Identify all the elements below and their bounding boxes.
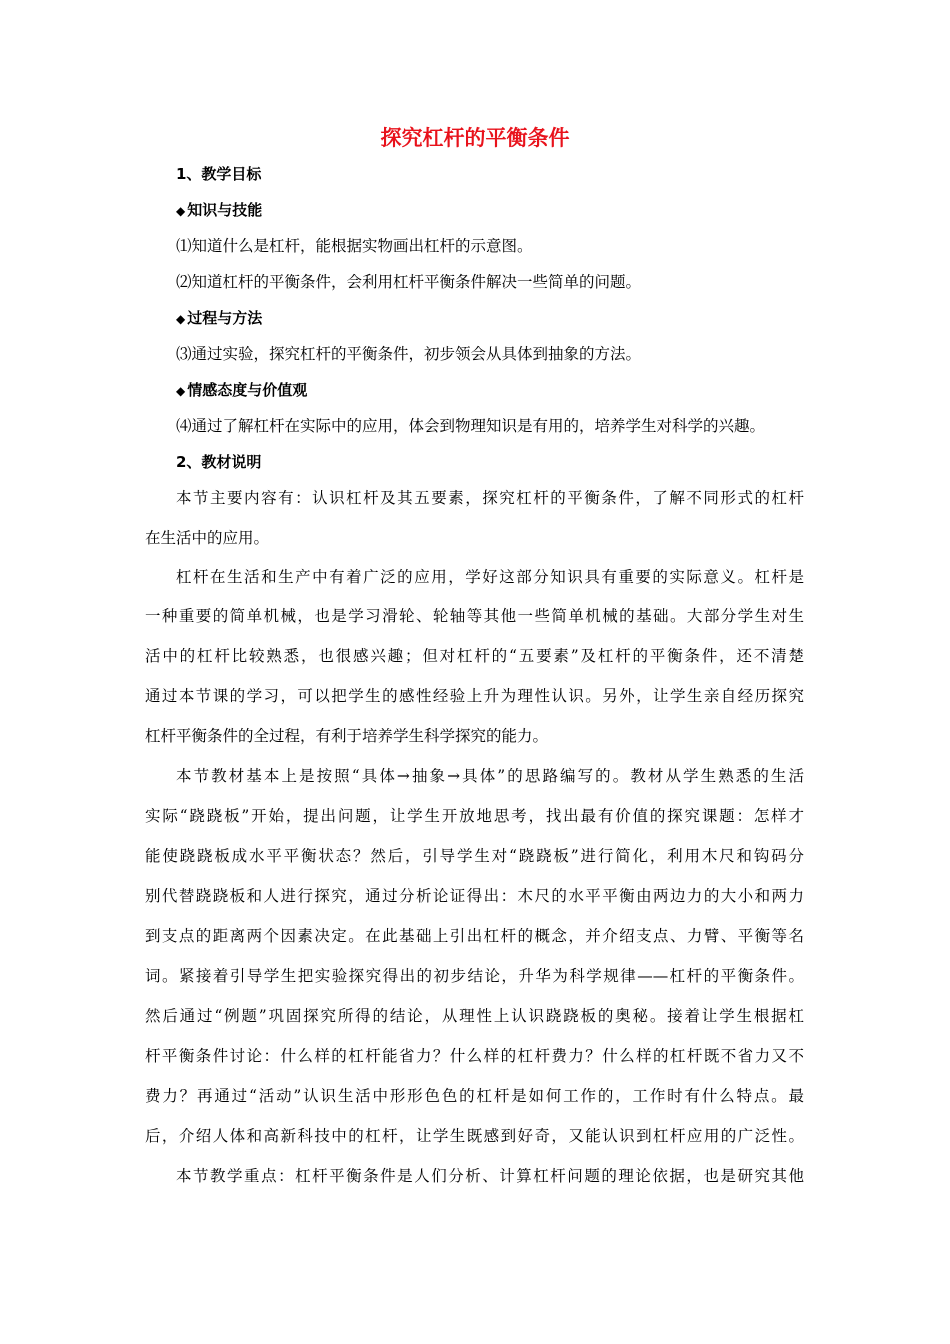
subheading-label: 知识与技能 bbox=[187, 201, 263, 219]
diamond-bullet-icon: ◆ bbox=[176, 204, 186, 218]
document-title: 探究杠杆的平衡条件 bbox=[380, 126, 570, 150]
paragraph-line: 别代替跷跷板和人进行探究，通过分析论证得出：木尺的水平平衡由两边力的大小和两力 bbox=[145, 887, 804, 905]
paragraph-line: 本节教材基本上是按照“具体→抽象→具体”的思路编写的。教材从学生熟悉的生活 bbox=[176, 767, 804, 785]
paragraph-line: 杠杆在生活和生产中有着广泛的应用，学好这部分知识具有重要的实际意义。杠杆是 bbox=[176, 568, 804, 586]
subheading-knowledge-skills bbox=[176, 200, 262, 221]
subheading-process-methods bbox=[176, 308, 262, 329]
section-heading-objectives: 1、教学目标 bbox=[176, 165, 262, 183]
section-heading-material: 2、教材说明 bbox=[176, 453, 262, 471]
paragraph-line: 活中的杠杆比较熟悉，也很感兴趣；但对杠杆的“五要素”及杠杆的平衡条件，还不清楚 bbox=[145, 647, 804, 665]
paragraph-line: 到支点的距离两个因素决定。在此基础上引出杠杆的概念，并介绍支点、力臂、平衡等名 bbox=[145, 927, 804, 945]
diamond-bullet-icon: ◆ bbox=[176, 384, 186, 398]
paragraph-line: 杆平衡条件讨论：什么样的杠杆能省力？什么样的杠杆费力？什么样的杠杆既不省力又不 bbox=[145, 1047, 804, 1065]
objective-item-3: ⑶通过实验，探究杠杆的平衡条件，初步领会从具体到抽象的方法。 bbox=[176, 345, 642, 363]
paragraph-line: 能使跷跷板成水平平衡状态？然后，引导学生对“跷跷板”进行简化，利用木尺和钩码分 bbox=[145, 847, 804, 865]
paragraph-line: 然后通过“例题”巩固探究所得的结论，从理性上认识跷跷板的奥秘。接着让学生根据杠 bbox=[145, 1007, 804, 1025]
paragraph-line: 杠杆平衡条件的全过程，有利于培养学生科学探究的能力。 bbox=[145, 727, 549, 745]
paragraph-line: 实际“跷跷板”开始，提出问题，让学生开放地思考，找出最有价值的探究课题：怎样才 bbox=[145, 807, 804, 825]
paragraph-line: 费力？再通过“活动”认识生活中形形色色的杠杆是如何工作的，工作时有什么特点。最 bbox=[145, 1087, 804, 1105]
paragraph-line: 本节主要内容有：认识杠杆及其五要素，探究杠杆的平衡条件，了解不同形式的杠杆 bbox=[176, 489, 804, 507]
paragraph-line: 在生活中的应用。 bbox=[145, 529, 270, 547]
diamond-bullet-icon: ◆ bbox=[176, 312, 186, 326]
paragraph-line: 后，介绍人体和高新科技中的杠杆，让学生既感到好奇，又能认识到杠杆应用的广泛性。 bbox=[145, 1127, 804, 1145]
subheading-attitudes-values bbox=[176, 380, 307, 401]
objective-item-4: ⑷通过了解杠杆在实际中的应用，体会到物理知识是有用的，培养学生对科学的兴趣。 bbox=[176, 417, 766, 435]
objective-item-1: ⑴知道什么是杠杆，能根据实物画出杠杆的示意图。 bbox=[176, 237, 533, 255]
paragraph-line: 词。紧接着引导学生把实验探究得出的初步结论，升华为科学规律——杠杆的平衡条件。 bbox=[145, 967, 804, 985]
paragraph-line: 一种重要的简单机械，也是学习滑轮、轮轴等其他一些简单机械的基础。大部分学生对生 bbox=[145, 607, 804, 625]
objective-item-2: ⑵知道杠杆的平衡条件，会利用杠杆平衡条件解决一些简单的问题。 bbox=[176, 273, 642, 291]
paragraph-line: 通过本节课的学习，可以把学生的感性经验上升为理性认识。另外，让学生亲自经历探究 bbox=[145, 687, 804, 705]
paragraph-line: 本节教学重点：杠杆平衡条件是人们分析、计算杠杆问题的理论依据，也是研究其他 bbox=[176, 1167, 804, 1185]
subheading-label: 过程与方法 bbox=[187, 309, 263, 327]
subheading-label: 情感态度与价值观 bbox=[187, 381, 308, 399]
